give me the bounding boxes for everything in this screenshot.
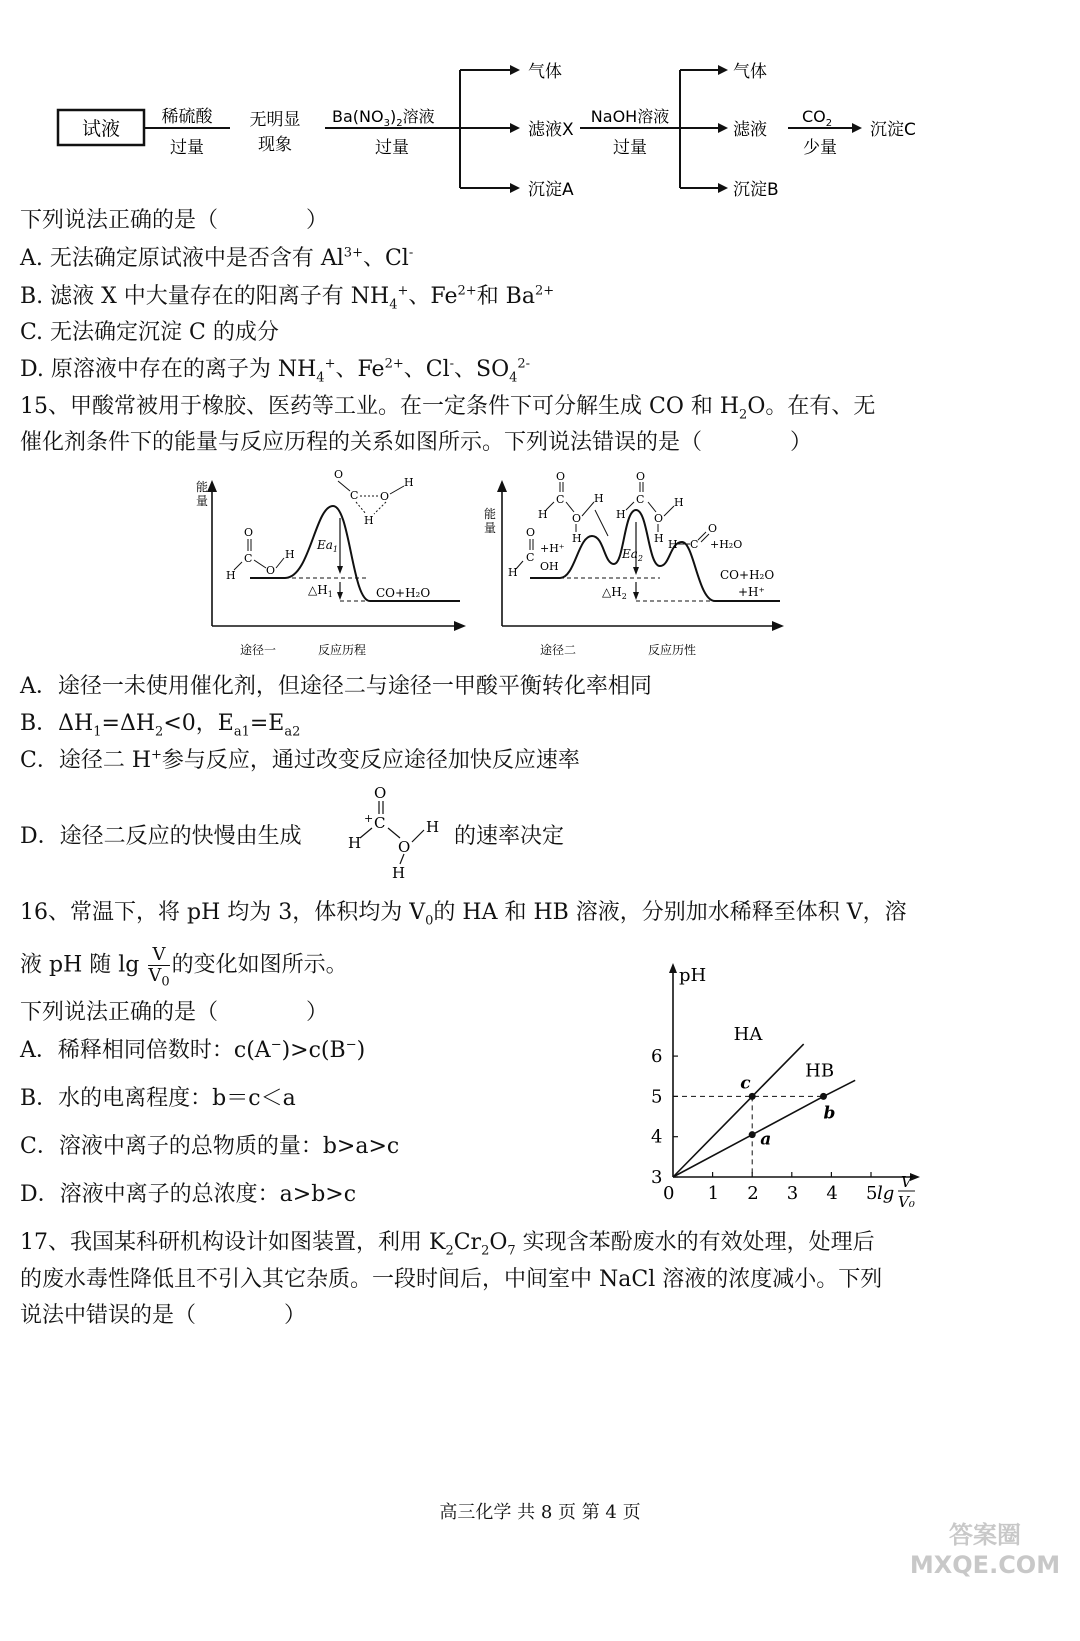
point-label-c: c [740,1073,751,1094]
point-c [749,1093,756,1100]
watermark-logo: 答案圈 MXQE.COM [909,1521,1061,1579]
int3-plus-h2o: +H₂O [710,538,743,551]
flow-filtrate-x: 滤液X [528,120,574,140]
flow-step3-amount: 过量 [613,138,647,158]
int1-o-top: O [556,470,566,483]
y-tick-label: 4 [651,1126,663,1148]
mol1-c: C [244,552,253,565]
q15-option-a: A．途径一未使用催化剂，但途径二与途径一甲酸平衡转化率相同 [20,674,652,699]
y-axis-arrow [669,963,677,973]
int2-h-bottom: H [654,532,664,545]
mol2-h-plus: +H⁺ [540,542,565,555]
flow-step2-amount: 过量 [375,138,409,158]
q15-option-b: B．$\Delta H_1=\Delta H_2<0$，$E_{a1}=E_{a2}$ [20,711,301,740]
y-tick-label: 6 [651,1046,663,1068]
q16-stem: 下列说法正确的是（ ） [20,1000,329,1025]
q15-option-d-molecule [340,782,460,882]
int1-h-bottom: H [572,532,582,545]
x-axis-label-den: V₀ [898,1193,915,1211]
flow-precipitate-b: 沉淀B [733,180,779,200]
ph-chart [630,955,930,1215]
optd-h-right: H [426,818,440,836]
int2-c: C [636,493,645,506]
flow-observation-2: 现象 [258,135,292,155]
mol2-h-left: H [508,566,518,579]
x-tick-label: 4 [826,1183,838,1204]
series-line-hb [673,1080,855,1177]
x-tick-label: 0 [663,1183,675,1204]
flow-precipitate-c: 沉淀C [870,120,916,140]
q15-option-d-post: 的速率决定 [454,824,565,849]
energy-axis-label-2a: 能 [484,507,497,521]
int1-o: O [572,512,582,525]
int2-h-left: H [616,508,626,521]
x-tick-label: 3 [786,1183,799,1204]
q16-option-b: B．水的电离程度：b＝c＜a [20,1086,296,1111]
series-label-ha: HA [733,1024,763,1046]
energy-axis-label-1a: 能 [196,480,209,494]
q16-fraction: $\frac{V}{V_0}$ [148,944,170,990]
series-line-ha [673,1044,804,1177]
mol1-h-right: H [285,548,295,561]
mol1-o-top: O [244,526,254,539]
products-label-2b: +H⁺ [738,585,765,599]
optd-c: C [374,814,386,832]
y-axis-label: pH [679,965,707,986]
ea1-label: $Ea_1$ [317,538,339,554]
page-footer: 高三化学 共 8 页 第 4 页 [439,1502,641,1523]
q15-option-d-pre: D．途径二反应的快慢由生成 [20,824,302,849]
energy-axis-label-1b: 量 [196,494,209,508]
int1-h-left: H [538,508,548,521]
q17-stem-line3: 说法中错误的是（ ） [20,1303,307,1328]
ts1-c: C [350,489,359,502]
point-b [820,1093,827,1100]
q14-option-d: D. 原溶液中存在的离子为 $NH_4^+$、$Fe^{2+}$、Cl-、$SO_4^{2-}$ [20,356,531,386]
q14-option-a: A. 无法确定原试液中是否含有 $Al^{3+}$、Cl- [20,245,414,271]
q16-stem-line1: 16、常温下，将 pH 均为 3，体积均为 $V_0$的 HA 和 HB 溶液，分别加水稀释至体积 V，溶 [20,900,907,929]
mol2-c: C [526,551,535,564]
energy-axis-label-2b: 量 [484,521,497,535]
ts1-o: O [380,490,390,503]
q17-stem-line1: 17、我国某科研机构设计如图装置，利用 $K_2Cr_2O_7$ 实现含苯酚废水的有效处理，处理后 [20,1230,875,1259]
dh1-label: $\triangle H_1$ [308,583,333,599]
energy-diagram-path-2 [484,470,784,657]
int2-h-right: H [674,496,684,509]
int2-o-top: O [636,470,646,483]
x-tick-label: 1 [707,1183,720,1204]
flow-step3-reagent: NaOH溶液 [590,107,670,126]
flow-step4-amount: 少量 [803,138,837,158]
path-1-label: 途径一 [240,643,277,657]
q15-option-c: C．途径二 H+参与反应，通过改变反应途径加快反应速率 [20,747,580,773]
x-tick-label: 2 [747,1183,759,1204]
int3-o: O [708,522,718,535]
ts1-h-right: H [404,476,414,489]
point-label-a: a [760,1129,772,1150]
mol2-oh: OH [540,560,559,573]
q17-stem-line2: 的废水毒性降低且不引入其它杂质。一段时间后，中间室中 NaCl 溶液的浓度减小。下列 [20,1267,883,1292]
int3-h: H [668,538,678,551]
point-a [749,1131,756,1138]
products-label-2a: CO+H₂O [720,568,775,582]
q14-option-b: B. 滤液 X 中大量存在的阳离子有 $NH_4^+$、$Fe^{2+}$和 $Ba^{2+}$ [20,283,555,313]
int3-c: C [690,538,699,551]
q16-stem-line2: 液 pH 随 lg $\frac{V}{V_0}$ 的变化如图所示。 [20,944,348,990]
optd-plus: + [364,812,374,825]
int2-o: O [654,512,664,525]
flow-step4-reagent: $CO_2$ [802,107,833,129]
series-label-hb: HB [805,1060,835,1082]
x-tick-label: 5 [866,1183,878,1204]
q14-stem: 下列说法正确的是（ ） [20,208,329,233]
flow-diagram [40,50,1000,210]
q15-stem-line1: 15、甲酸常被用于橡胶、医药等工业。在一定条件下可分解生成 CO 和 $H_2O$。在有、无 [20,394,876,423]
q16-option-c: C．溶液中离子的总物质的量：b>a>c [20,1134,400,1159]
flow-test-liquid: 试液 [81,118,121,140]
flow-step2-reagent: $Ba(NO_3)_2$溶液 [332,107,435,129]
int1-c: C [556,493,565,506]
x-axis-label: lg [877,1183,895,1204]
ea2-label: $Ea_2$ [622,547,644,563]
flow-precipitate-a: 沉淀A [528,180,574,200]
ts1-h-bottom: H [364,514,374,527]
point-label-b: b [823,1103,836,1124]
mol1-h-left: H [226,569,236,582]
flow-filtrate: 滤液 [733,120,767,140]
mol2-o-top: O [526,526,536,539]
products-label-1: CO+H₂O [376,586,431,600]
q16-option-d: D．溶液中离子的总浓度：a>b>c [20,1182,357,1207]
xlabel-1: 反应历程 [318,643,367,657]
optd-o: O [398,838,411,856]
energy-diagram-path-1 [196,468,466,657]
q14-option-c: C. 无法确定沉淀 C 的成分 [20,320,279,345]
path-2-label: 途径二 [540,643,577,657]
y-tick-label: 5 [651,1086,663,1108]
mol1-o-right: O [266,564,276,577]
int1-h-right: H [594,492,604,505]
optd-h-bottom: H [392,864,406,882]
dh2-label: $\triangle H_2$ [602,585,627,601]
flow-observation-1: 无明显 [249,110,301,130]
q16-option-a: A．稀释相同倍数时：c(A−)>c(B−) [20,1037,366,1063]
optd-o-top: O [374,784,387,802]
flow-step1-reagent: 稀硫酸 [161,107,213,127]
q15-stem-line2: 催化剂条件下的能量与反应历程的关系如图所示。下列说法错误的是（ ） [20,430,813,455]
flow-gas-2: 气体 [733,62,767,82]
optd-h-left: H [348,834,362,852]
ts1-o-top: O [334,468,344,481]
y-tick-label: 3 [651,1167,663,1188]
q15-energy-diagrams [190,466,800,666]
xlabel-2: 反应历性 [648,643,697,657]
flow-step1-amount: 过量 [170,138,204,158]
flow-gas-1: 气体 [528,62,562,82]
x-axis-label-num: V [901,1173,912,1191]
